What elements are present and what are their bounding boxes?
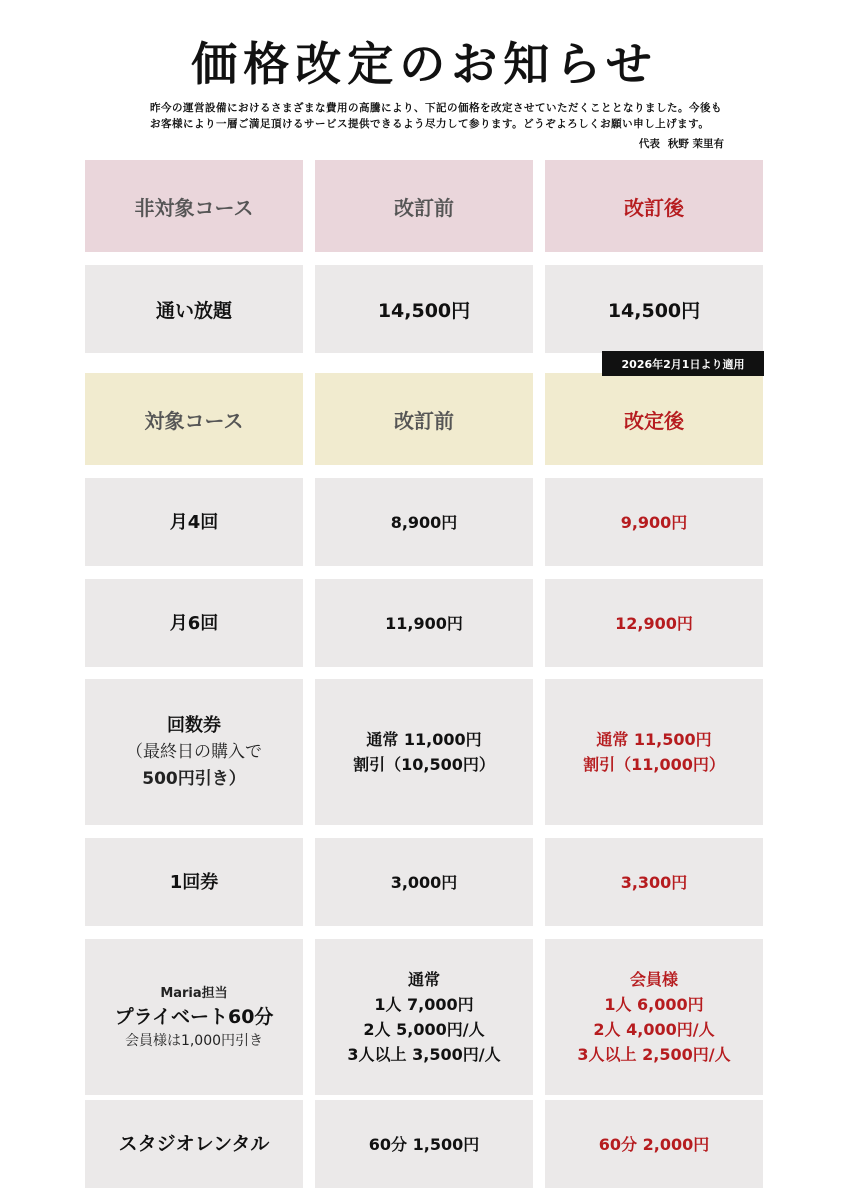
course-note: 500円引き） [142, 768, 246, 789]
representative-name: 秋野 茉里有 [667, 138, 724, 150]
row-course: 1回券 [85, 838, 303, 926]
target-header-course: 対象コース [85, 373, 303, 465]
row-after-price: 12,900円 [545, 579, 763, 667]
row-before-price [315, 939, 533, 1095]
course-name: 回数券 [167, 714, 221, 736]
row-after-price: 3,300円 [545, 838, 763, 926]
row-before-price: 3,000円 [315, 838, 533, 926]
row-course [85, 939, 303, 1095]
instructor-label: Maria担当 [160, 985, 228, 1001]
row-before-price: 14,500円 [315, 265, 533, 353]
row-before-price [315, 679, 533, 825]
representative [631, 136, 724, 151]
row-course: スタジオレンタル [85, 1100, 303, 1188]
target-header-after: 改定後 [545, 373, 763, 465]
row-before-price: 11,900円 [315, 579, 533, 667]
price-line: 会員様 [629, 970, 678, 989]
price-line: 割引（10,500円） [353, 755, 495, 774]
price-line: 2人 5,000円/人 [363, 1020, 485, 1039]
row-after-price: 60分 2,000円 [545, 1100, 763, 1188]
course-note: 会員様は1,000円引き [124, 1032, 264, 1049]
price-line: 3人以上 3,500円/人 [347, 1045, 501, 1064]
row-course: 通い放題 [85, 265, 303, 353]
intro-text: 昨今の運営設備におけるさまざまな費用の高騰により、下記の価格を改定させていただくこととなりました。今後もお客様により一層ご満足頂けるサービス提供できるよう尽力して参ります。どうぞよろしくお願い申し上げます。 [150, 102, 722, 130]
representative-role: 代表 [638, 138, 660, 150]
target-header-before: 改訂前 [315, 373, 533, 465]
row-before-price: 8,900円 [315, 478, 533, 566]
course-name: プライベート60分 [114, 1005, 274, 1028]
row-course: 月4回 [85, 478, 303, 566]
non-target-header-after: 改訂後 [545, 160, 763, 252]
page-title: 価格改定のお知らせ [191, 37, 658, 91]
course-note: （最終日の購入で [126, 741, 262, 762]
row-after-price [545, 679, 763, 825]
non-target-header-course: 非対象コース [85, 160, 303, 252]
price-line: 通常 [407, 970, 440, 989]
row-before-price: 60分 1,500円 [315, 1100, 533, 1188]
price-line: 通常 11,000円 [366, 730, 482, 749]
price-line: 3人以上 2,500円/人 [577, 1045, 731, 1064]
row-course: 月6回 [85, 579, 303, 667]
price-line: 割引（11,000円） [583, 755, 725, 774]
price-line: 通常 11,500円 [596, 730, 712, 749]
price-line: 2人 4,000円/人 [593, 1020, 715, 1039]
effective-date-badge: 2026年2月1日より適用 [602, 351, 764, 376]
row-after-price: 14,500円 [545, 265, 763, 353]
row-course [85, 679, 303, 825]
row-after-price: 9,900円 [545, 478, 763, 566]
price-line: 1人 6,000円 [604, 995, 704, 1014]
price-line: 1人 7,000円 [374, 995, 474, 1014]
non-target-header-before: 改訂前 [315, 160, 533, 252]
row-after-price [545, 939, 763, 1095]
